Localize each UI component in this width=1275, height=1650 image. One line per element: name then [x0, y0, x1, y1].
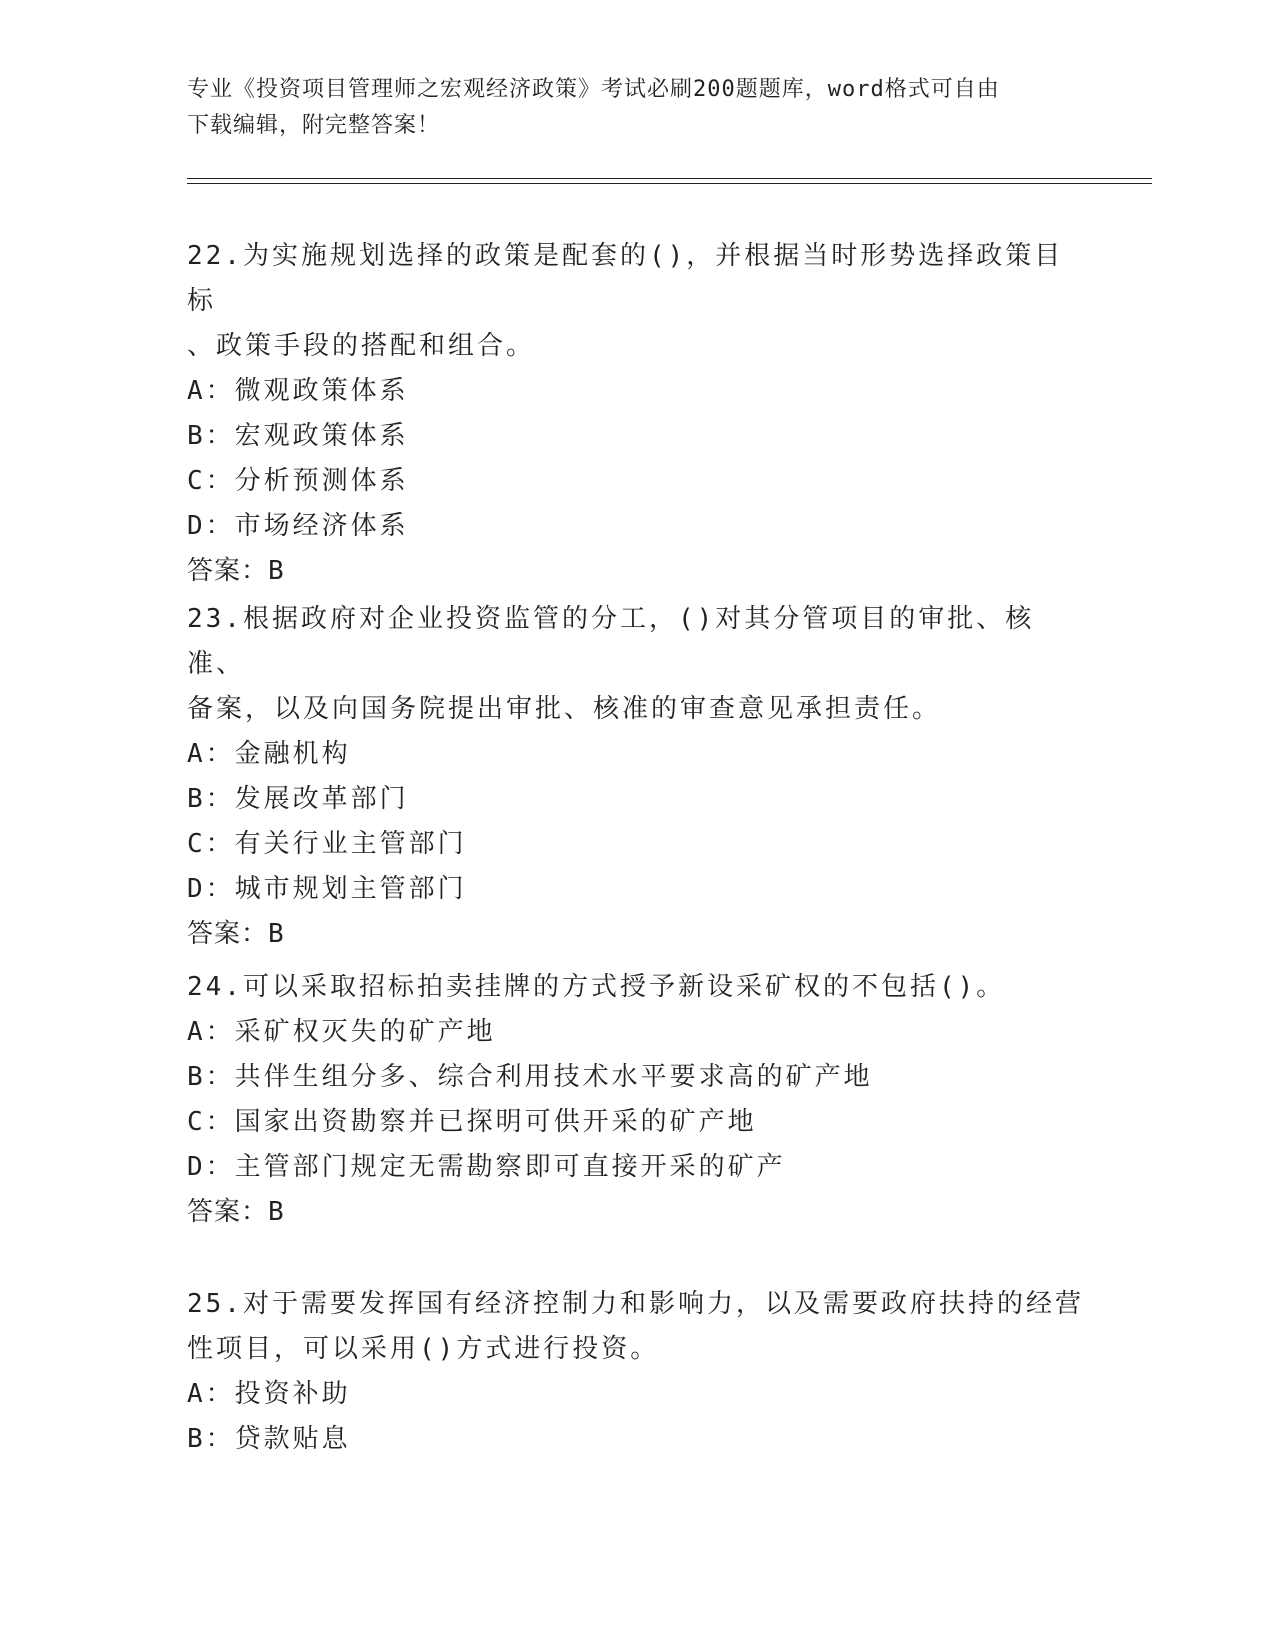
header-line-2: 下载编辑，附完整答案！ — [187, 113, 441, 138]
option-d: D：市场经济体系 — [187, 511, 409, 541]
option-a: A：投资补助 — [187, 1379, 351, 1409]
option-a: A：金融机构 — [187, 739, 351, 769]
question-stem: 24.可以采取招标拍卖挂牌的方式授予新设采矿权的不包括()。 — [187, 972, 1006, 1002]
option-d: D：城市规划主管部门 — [187, 874, 467, 904]
option-c: C：分析预测体系 — [187, 466, 409, 496]
answer: 答案：B — [187, 1197, 285, 1227]
header-rule-bottom — [187, 183, 1152, 184]
question-stem-continued: 性项目，可以采用()方式进行投资。 — [187, 1334, 660, 1364]
option-b: B：贷款贴息 — [187, 1424, 351, 1454]
question-25 — [187, 1282, 1087, 1462]
option-b: B：发展改革部门 — [187, 784, 409, 814]
option-a: A：采矿权灭失的矿产地 — [187, 1017, 496, 1047]
option-b: B：宏观政策体系 — [187, 421, 409, 451]
option-c: C：国家出资勘察并已探明可供开采的矿产地 — [187, 1107, 757, 1137]
option-d: D：主管部门规定无需勘察即可直接开采的矿产 — [187, 1152, 786, 1182]
option-a: A：微观政策体系 — [187, 376, 409, 406]
question-23 — [187, 597, 1087, 957]
question-stem-continued: 、政策手段的搭配和组合。 — [187, 331, 536, 361]
header-line-1: 专业《投资项目管理师之宏观经济政策》考试必刷200题题库，word格式可自由 — [187, 77, 1000, 102]
question-24 — [187, 965, 1087, 1235]
document-header — [187, 72, 1067, 144]
header-rule-top — [187, 178, 1152, 179]
answer: 答案：B — [187, 919, 285, 949]
answer: 答案：B — [187, 556, 285, 586]
question-stem: 22.为实施规划选择的政策是配套的()，并根据当时形势选择政策目标 — [187, 241, 1064, 316]
option-b: B：共伴生组分多、综合利用技术水平要求高的矿产地 — [187, 1062, 873, 1092]
option-c: C：有关行业主管部门 — [187, 829, 467, 859]
question-stem-continued: 备案，以及向国务院提出审批、核准的审查意见承担责任。 — [187, 694, 942, 724]
question-22 — [187, 234, 1087, 594]
question-stem: 25.对于需要发挥国有经济控制力和影响力，以及需要政府扶持的经营 — [187, 1289, 1084, 1319]
question-stem: 23.根据政府对企业投资监管的分工，()对其分管项目的审批、核准、 — [187, 604, 1035, 679]
